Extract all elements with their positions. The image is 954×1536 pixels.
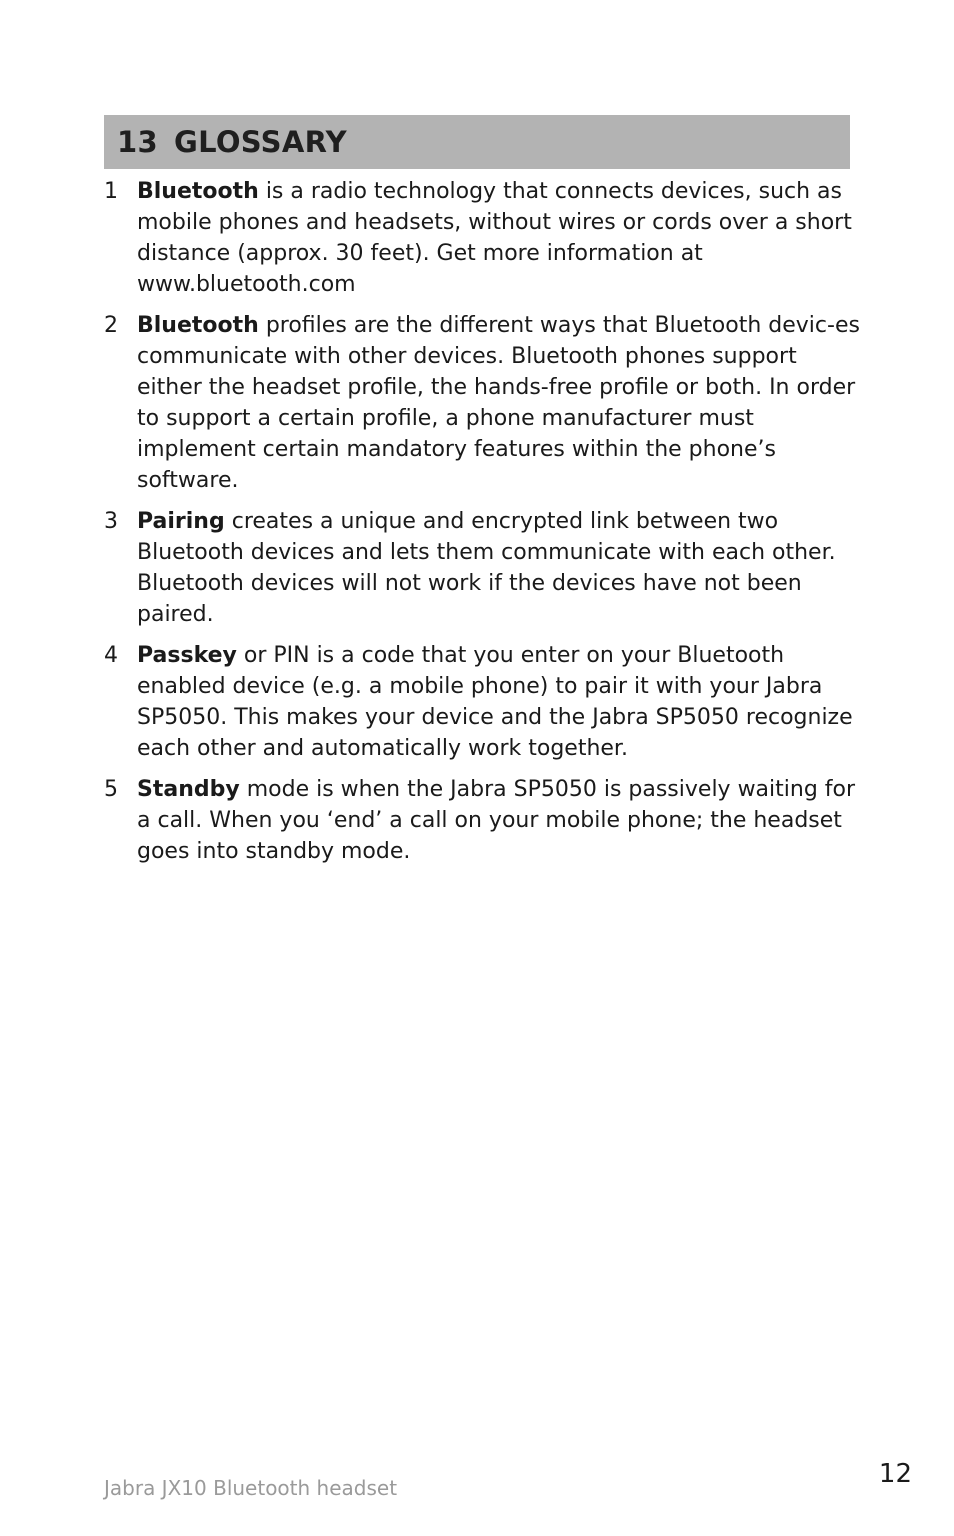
glossary-item-5 <box>104 774 864 867</box>
item-description: is a radio technology that connects devices, such as mobile phones and headsets, without wires or cords over a short distance (approx. 30 feet). Get more information at www.bluetooth.com <box>137 179 852 297</box>
section-title <box>117 125 347 159</box>
item-number: 3 <box>104 509 118 534</box>
section-title-text: GLOSSARY <box>173 125 347 159</box>
glossary-list <box>104 176 864 877</box>
item-definition <box>137 176 864 300</box>
glossary-item-4 <box>104 640 864 764</box>
item-term: Bluetooth <box>137 313 259 338</box>
glossary-item-1 <box>104 176 864 300</box>
item-number: 5 <box>104 777 118 802</box>
item-description: mode is when the Jabra SP5050 is passively waiting for a call. When you ‘end’ a call on your mobile phone; the headset goes into standby mode. <box>137 777 856 864</box>
item-number: 2 <box>104 313 118 338</box>
item-term: Pairing <box>137 509 225 534</box>
item-definition <box>137 640 864 764</box>
glossary-item-3 <box>104 506 864 630</box>
item-term: Standby <box>137 777 240 802</box>
item-term: Bluetooth <box>137 179 259 204</box>
item-definition <box>137 310 864 496</box>
item-number: 1 <box>104 179 118 204</box>
page-number: 12 <box>878 1459 912 1489</box>
item-definition <box>137 506 864 630</box>
section-heading-bar <box>104 115 850 169</box>
item-description: profiles are the different ways that Bluetooth devic-es communicate with other devices. Bluetooth phones support either the headset profile, the hands-free profile or both. In order to support a certain profile, a phone manufacturer must implement certain mandatory features within the phone’s software. <box>137 313 860 493</box>
item-term: Passkey <box>137 643 237 668</box>
item-number: 4 <box>104 643 118 668</box>
section-number: 13 <box>117 125 158 159</box>
footer-document-title: Jabra JX10 Bluetooth headset <box>104 1476 398 1500</box>
item-definition <box>137 774 864 867</box>
item-description: creates a unique and encrypted link between two Bluetooth devices and lets them communicate with each other. Bluetooth devices will not work if the devices have not been paired. <box>137 509 836 627</box>
glossary-item-2 <box>104 310 864 496</box>
item-description: or PIN is a code that you enter on your Bluetooth enabled device (e.g. a mobile phone) to pair it with your Jabra SP5050. This makes your device and the Jabra SP5050 recognize each other and automatically work together. <box>137 643 853 761</box>
